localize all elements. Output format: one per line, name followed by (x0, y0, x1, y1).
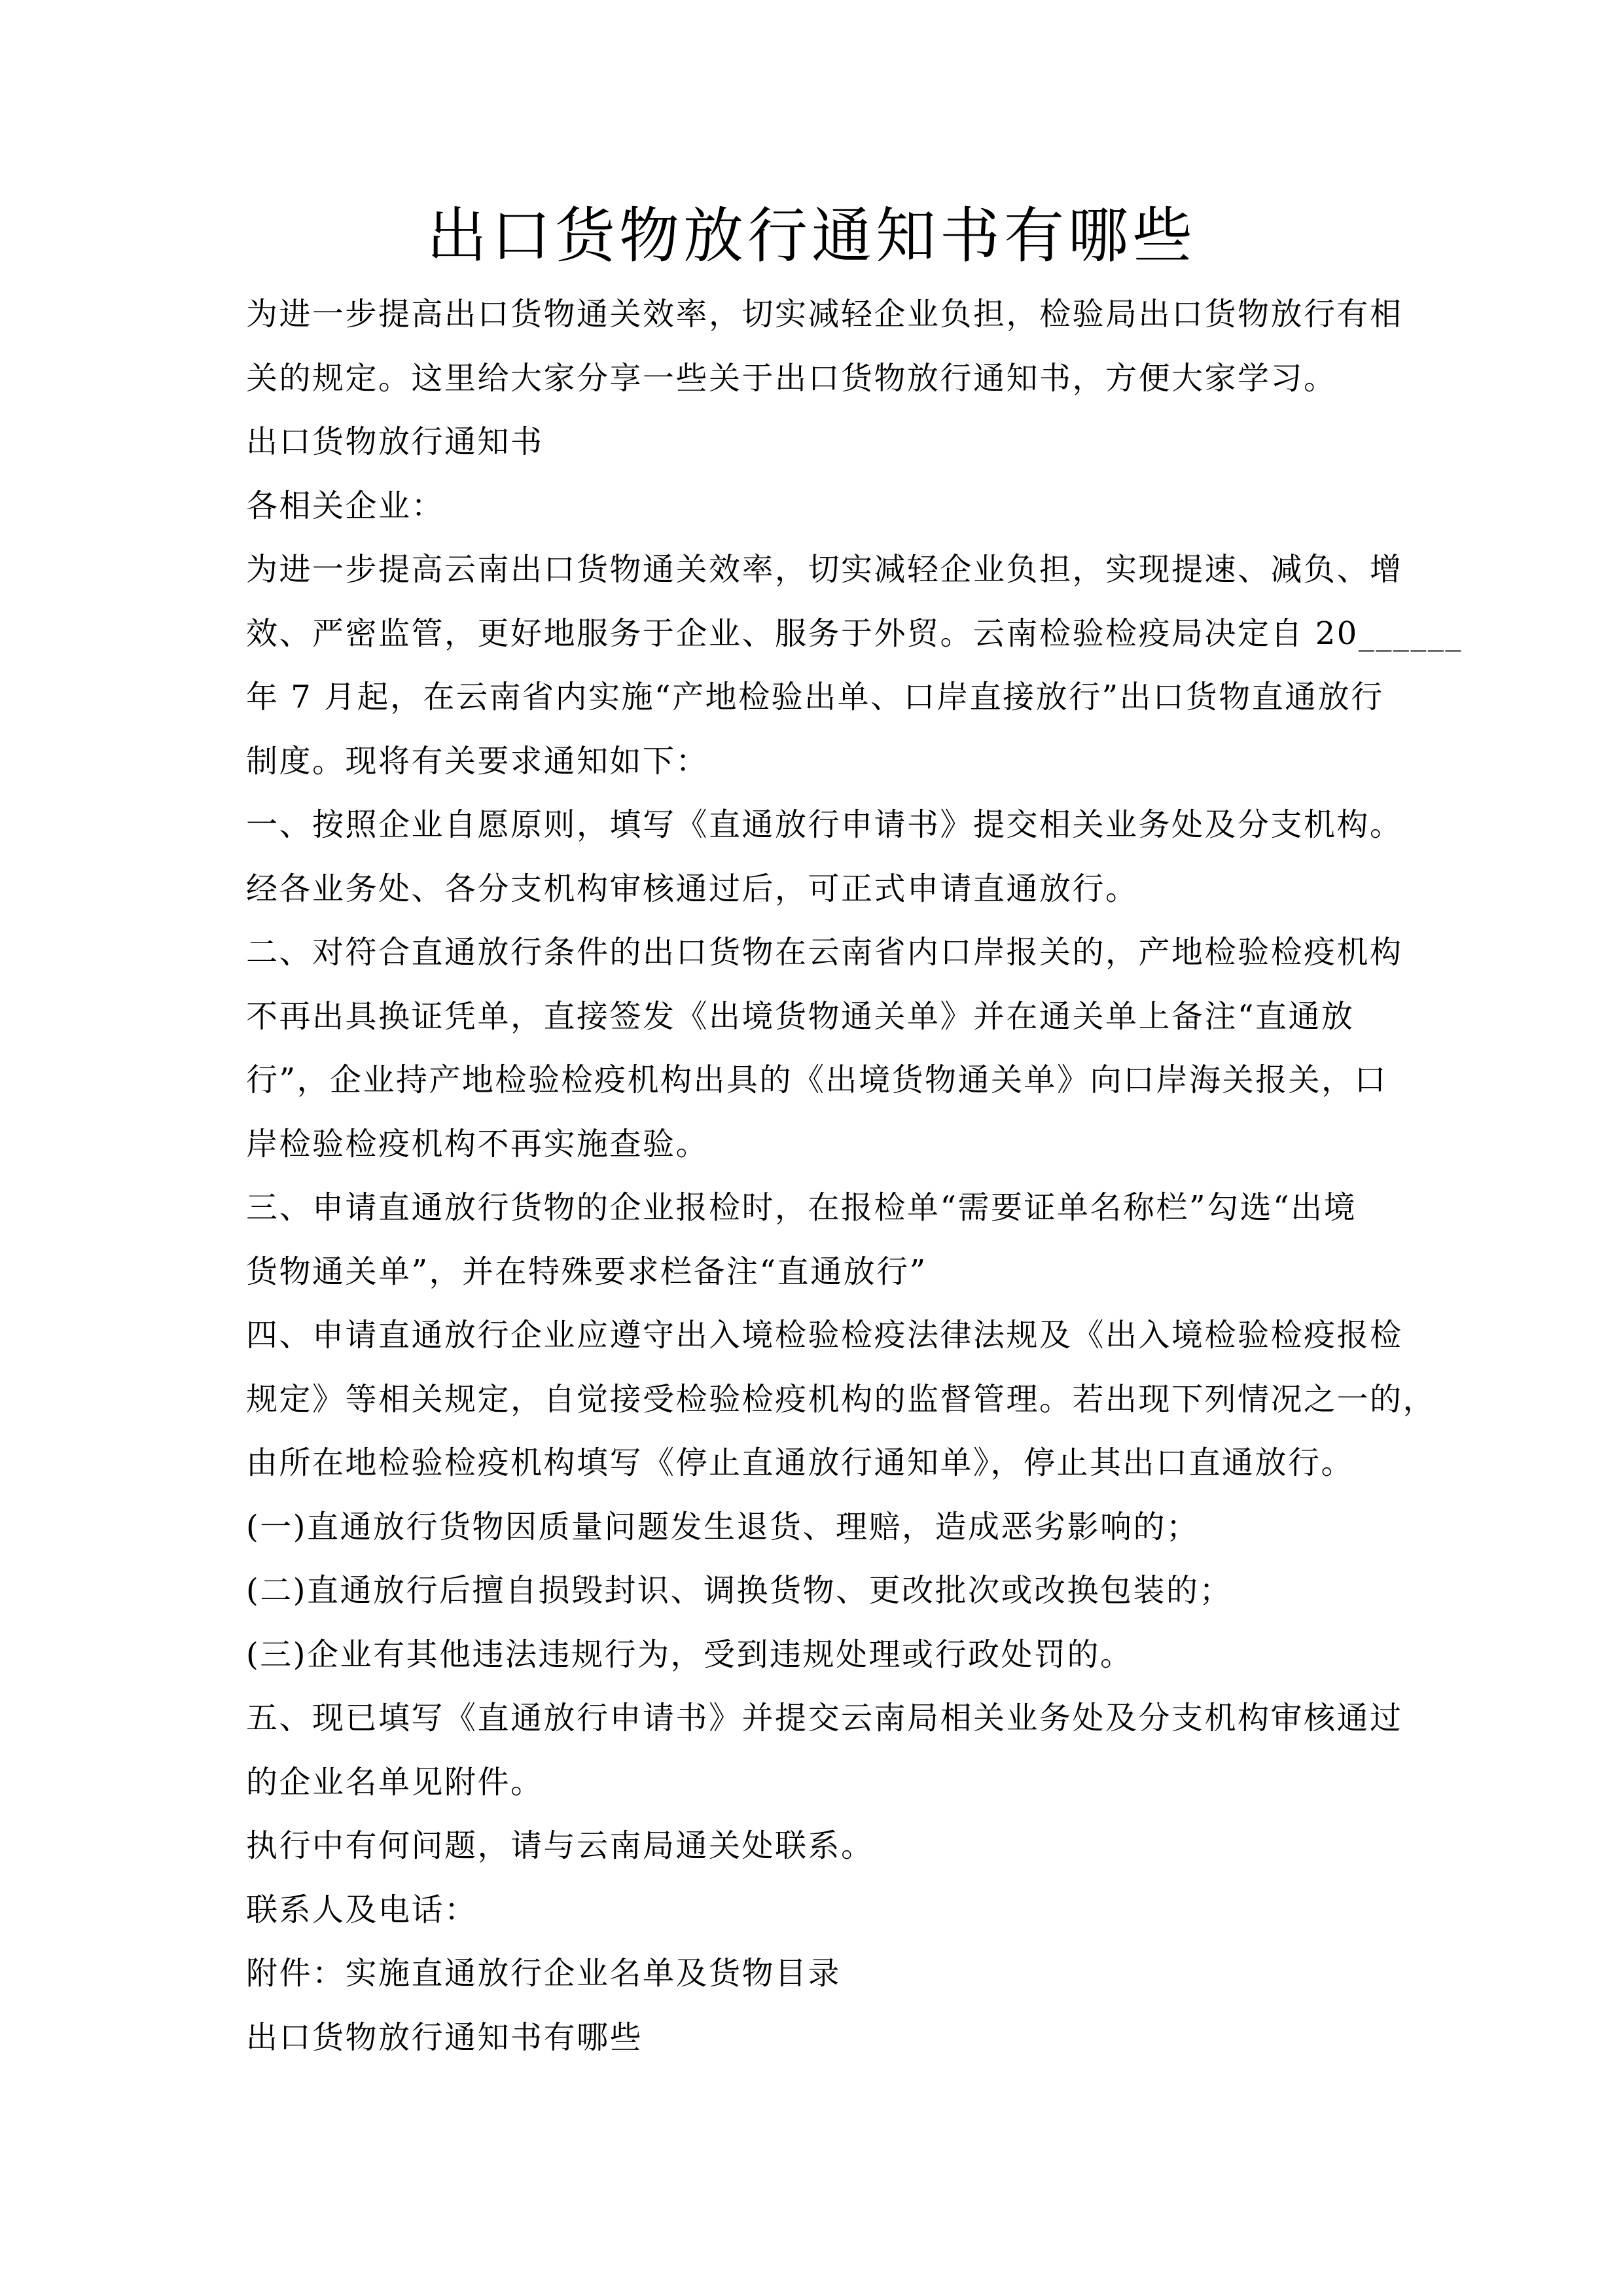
contact-person-label: 联系人及电话： (246, 1891, 478, 1928)
preamble-line-4: 制度。现将有关要求通知如下： (246, 742, 709, 780)
preamble-line-2: 效、严密监管，更好地服务于企业、服务于外贸。云南检验检疫局决定自 20______ (246, 615, 1463, 652)
item-2-line-4: 岸检验检疫机构不再实施查验。 (246, 1125, 709, 1162)
item-4-line-3: 由所在地检验检疫机构填写《停止直通放行通知单》，停止其出口直通放行。 (246, 1444, 1355, 1481)
item-3-line-2: 货物通关单”，并在特殊要求栏备注“直通放行” (246, 1253, 927, 1290)
attachment-line: 附件：实施直通放行企业名单及货物目录 (246, 1955, 842, 1992)
item-4-line-2: 规定》等相关规定，自觉接受检验检疫机构的监督管理。若出现下列情况之一的， (246, 1380, 1436, 1418)
preamble-line-3: 年 7 月起，在云南省内实施“产地检验出单、口岸直接放行”出口货物直通放行 (246, 679, 1384, 715)
intro-line-1: 为进一步提高出口货物通关效率，切实减轻企业负担，检验局出口货物放行有相 (246, 296, 1403, 332)
item-2-line-2: 不再出具换证凭单，直接签发《出境货物通关单》并在通关单上备注“直通放 (246, 997, 1355, 1035)
item-5-line-1: 五、现已填写《直通放行申请书》并提交云南局相关业务处及分支机构审核通过 (246, 1700, 1403, 1736)
salutation: 各相关企业： (246, 487, 445, 524)
item-3-line-1: 三、申请直通放行货物的企业报检时，在报检单“需要证单名称栏”勾选“出境 (246, 1189, 1357, 1226)
closing-title-line: 出口货物放行通知书有哪些 (246, 2018, 643, 2056)
document-title: 出口货物放行通知书有哪些 (426, 201, 1196, 271)
sub-item-3: (三)企业有其他违法违规行为，受到违规处理或行政处罚的。 (246, 1636, 1133, 1673)
sub-item-1: (一)直通放行货物因质量问题发生退货、理赔，造成恶劣影响的； (246, 1508, 1200, 1545)
item-5-line-2: 的企业名单见附件。 (246, 1763, 544, 1801)
item-2-line-1: 二、对符合直通放行条件的出口货物在云南省内口岸报关的，产地检验检疫机构 (246, 934, 1403, 971)
sub-item-2: (二)直通放行后擅自损毁封识、调换货物、更改批次或改换包装的； (246, 1572, 1232, 1609)
notice-heading: 出口货物放行通知书 (246, 423, 544, 460)
item-2-line-3: 行”，企业持产地检验检疫机构出具的《出境货物通关单》向口岸海关报关，口 (246, 1062, 1388, 1098)
item-1-line-1: 一、按照企业自愿原则，填写《直通放行申请书》提交相关业务处及分支机构。 (246, 806, 1403, 843)
preamble-line-1: 为进一步提高云南出口货物通关效率，切实减轻企业负担，实现提速、减负、增 (246, 551, 1403, 588)
intro-line-2: 关的规定。这里给大家分享一些关于出口货物放行通知书，方便大家学习。 (246, 359, 1337, 397)
contact-note: 执行中有何问题，请与云南局通关处联系。 (246, 1827, 874, 1864)
item-4-line-1: 四、申请直通放行企业应遵守出入境检验检疫法律法规及《出入境检验检疫报检 (246, 1317, 1403, 1354)
item-1-line-2: 经各业务处、各分支机构审核通过后，可正式申请直通放行。 (246, 870, 1139, 907)
document-body (246, 283, 1463, 2070)
